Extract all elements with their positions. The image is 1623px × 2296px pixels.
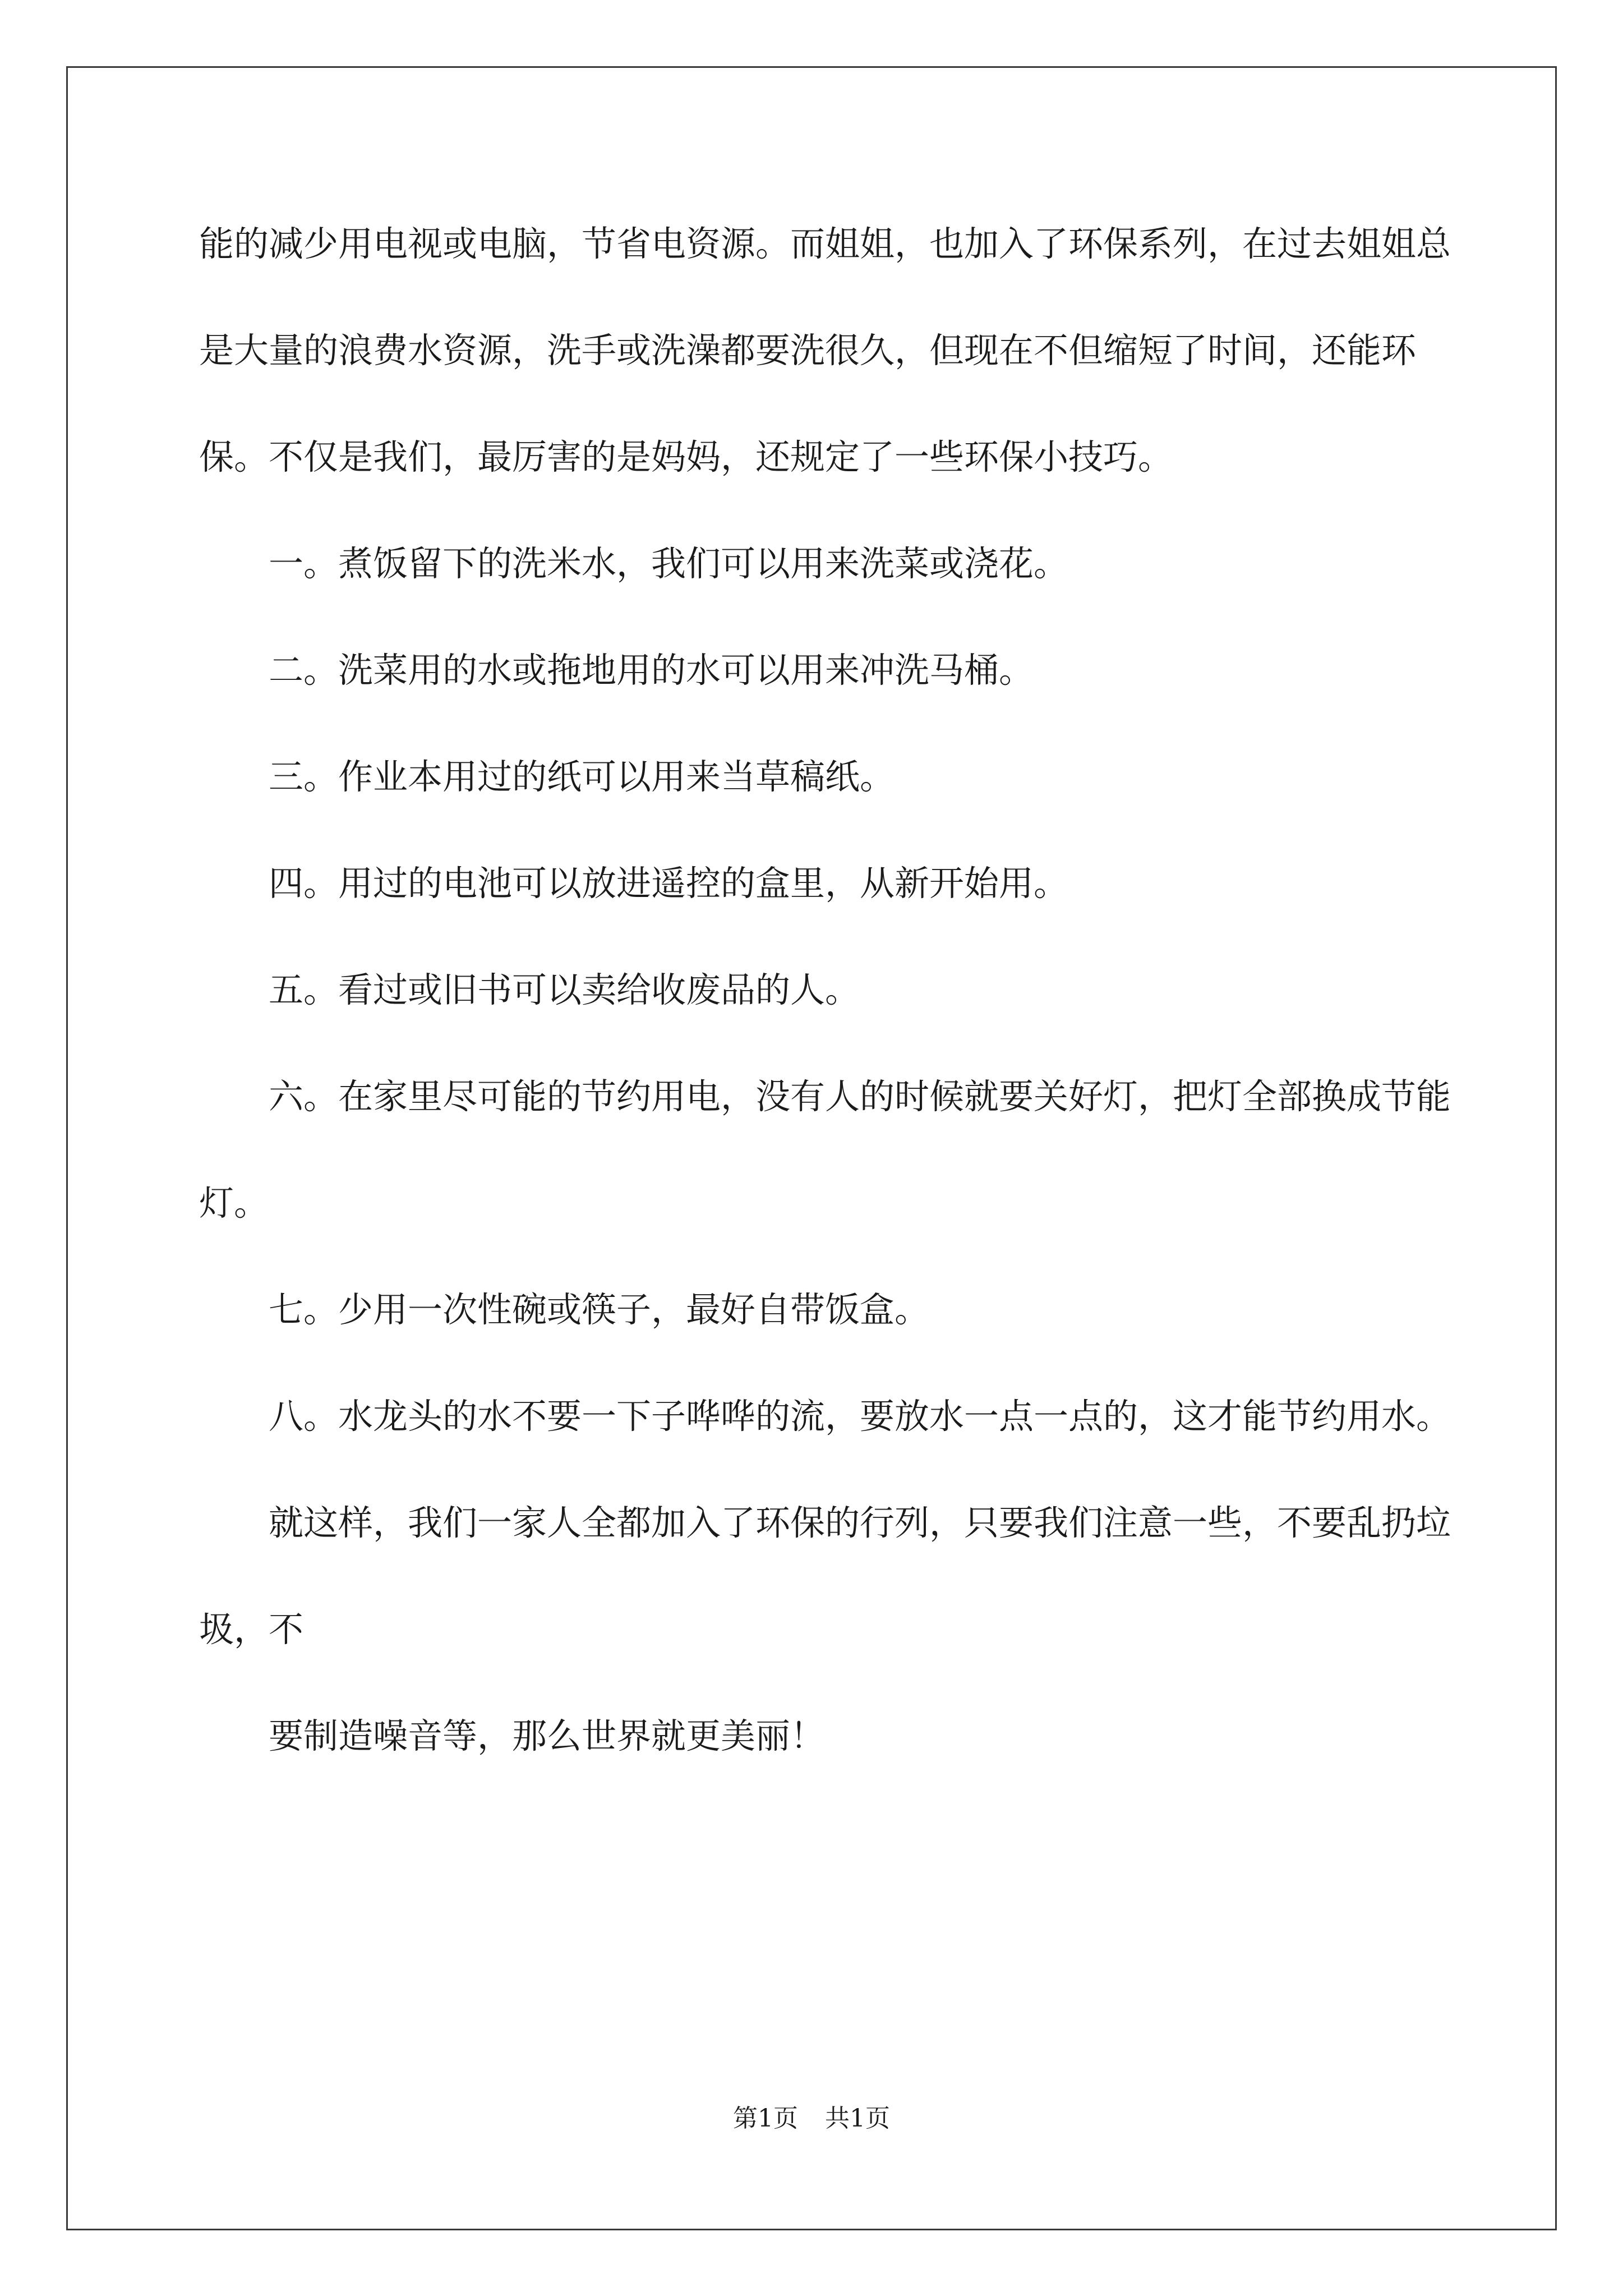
list-item-5: 五。看过或旧书可以卖给收废品的人。 xyxy=(269,969,860,1010)
list-item-8: 八。水龙头的水不要一下子哗哗的流，要放水一点一点的，这才能节约用水。 xyxy=(269,1396,1451,1437)
list-item-7: 七。少用一次性碗或筷子，最好自带饭盒。 xyxy=(269,1289,930,1330)
list-item-1: 一。煮饭留下的洗米水，我们可以用来洗菜或浇花。 xyxy=(269,543,1069,584)
page-number-current: 第1页 xyxy=(733,2104,798,2133)
document-body xyxy=(199,191,1455,1789)
list-item-2: 二。洗菜用的水或拖地用的水可以用来冲洗马桶。 xyxy=(269,650,1034,691)
paragraph-conclusion-continued: 要制造噪音等，那么世界就更美丽！ xyxy=(269,1715,826,1756)
paragraph-intro: 能的减少用电视或电脑，节省电资源。而姐姐，也加入了环保系列，在过去姐姐总是大量的浪费水资源，洗手或洗澡都要洗很久，但现在不但缩短了时间，还能环保。不仅是我们，最厉害的是妈妈，还规定了一些环保小技巧。 xyxy=(199,223,1451,477)
paragraph-conclusion: 就这样，我们一家人全都加入了环保的行列，只要我们注意一些，不要乱扔垃圾，不 xyxy=(199,1502,1451,1650)
list-item-3: 三。作业本用过的纸可以用来当草稿纸。 xyxy=(269,756,895,797)
list-item-4: 四。用过的电池可以放进遥控的盒里，从新开始用。 xyxy=(269,863,1069,904)
page-number-total: 共1页 xyxy=(825,2104,890,2133)
list-item-6: 六。在家里尽可能的节约用电，没有人的时候就要关好灯，把灯全部换成节能灯。 xyxy=(199,1076,1451,1223)
page-footer xyxy=(0,2098,1623,2134)
